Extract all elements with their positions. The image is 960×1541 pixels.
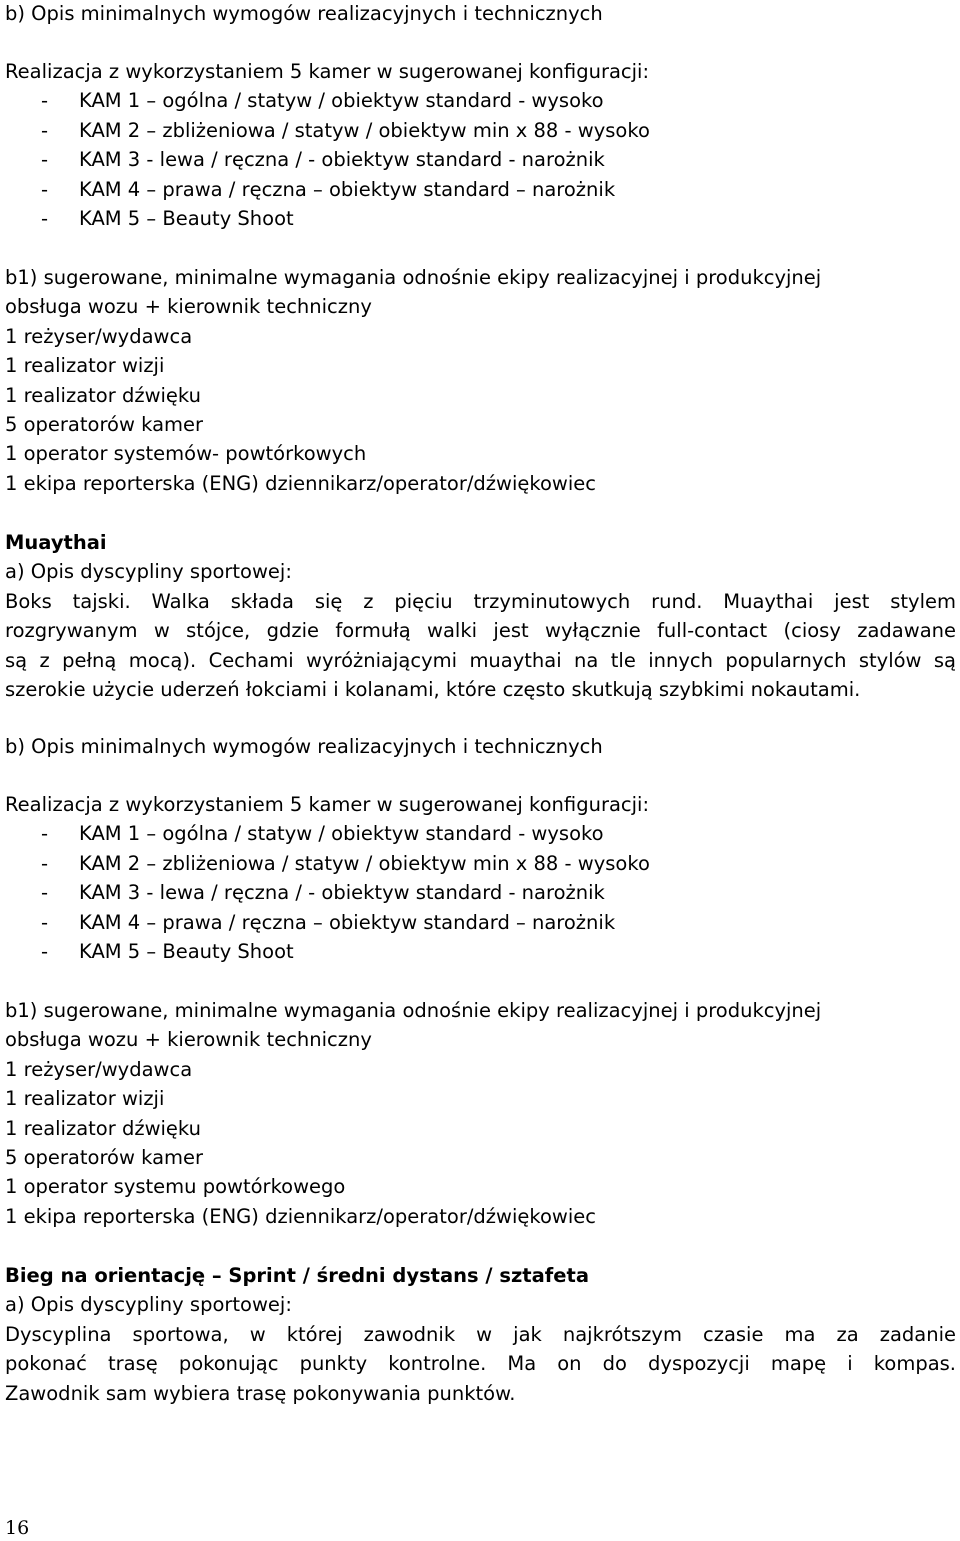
cameras-intro: Realizacja z wykorzystaniem 5 kamer w sugerowanej konfiguracji: — [5, 60, 650, 83]
dash-bullet: - — [41, 910, 49, 934]
crew-block-2 — [5, 996, 956, 1231]
crew-item: 1 realizator wizji — [5, 1087, 165, 1111]
crew-item: 1 reżyser/wydawca — [5, 324, 193, 348]
cameras-intro: Realizacja z wykorzystaniem 5 kamer w sugerowanej konfiguracji: — [5, 793, 650, 816]
list-item: - KAM 1 – ogólna / statyw / obiektyw standard - wysoko — [5, 819, 956, 848]
dash-bullet: - — [41, 148, 49, 172]
camera-list — [5, 819, 956, 966]
crew-item: 1 ekipa reporterska (ENG) dziennikarz/operator/dźwiękowiec — [5, 1204, 597, 1228]
camera-list — [5, 86, 956, 233]
discipline-subheading: a) Opis dyscypliny sportowej: — [5, 560, 292, 584]
discipline-subheading: a) Opis dyscypliny sportowej: — [5, 1293, 292, 1317]
crew-item: obsługa wozu + kierownik techniczny — [5, 295, 372, 319]
list-item: - KAM 2 – zbliżeniowa / statyw / obiektyw min x 88 - wysoko — [5, 116, 956, 145]
dash-bullet: - — [41, 89, 49, 113]
list-item: - KAM 4 – prawa / ręczna – obiektyw standard – narożnik — [5, 175, 956, 204]
list-item: - KAM 5 – Beauty Shoot — [5, 937, 956, 966]
list-item: - KAM 3 - lewa / ręczna / - obiektyw standard - narożnik — [5, 878, 956, 907]
description-line: są z pełną mocą). Cechami wyróżniającymi muaythai na tle innych popularnych stylów są — [5, 648, 956, 672]
dash-bullet: - — [41, 939, 49, 963]
discipline-title: Muaythai — [5, 531, 107, 554]
crew-item: 1 realizator dźwięku — [5, 1116, 201, 1140]
crew-item: 5 operatorów kamer — [5, 412, 204, 436]
crew-item: 1 ekipa reporterska (ENG) dziennikarz/operator/dźwiękowiec — [5, 471, 597, 495]
list-item: - KAM 1 – ogólna / statyw / obiektyw standard - wysoko — [5, 86, 956, 115]
dash-bullet: - — [41, 851, 49, 875]
section-heading-b: b) Opis minimalnych wymogów realizacyjnych i technicznych — [5, 2, 603, 25]
list-item: - KAM 3 - lewa / ręczna / - obiektyw standard - narożnik — [5, 145, 956, 174]
requirements-block-1 — [5, 0, 956, 28]
description-line: Zawodnik sam wybiera trasę pokonywania punktów. — [5, 1381, 516, 1405]
section-heading-b: b) Opis minimalnych wymogów realizacyjnych i technicznych — [5, 735, 603, 758]
crew-heading: b1) sugerowane, minimalne wymagania odnośnie ekipy realizacyjnej i produkcyjnej — [5, 266, 822, 289]
list-item: - KAM 4 – prawa / ręczna – obiektyw standard – narożnik — [5, 908, 956, 937]
orienteering-section — [5, 1261, 956, 1408]
crew-item: 1 operator systemów- powtórkowych — [5, 442, 367, 466]
list-item: - KAM 5 – Beauty Shoot — [5, 204, 956, 233]
dash-bullet: - — [41, 177, 49, 201]
dash-bullet: - — [41, 822, 49, 846]
crew-block-1 — [5, 263, 956, 498]
dash-bullet: - — [41, 881, 49, 905]
muaythai-section — [5, 528, 956, 704]
dash-bullet: - — [41, 206, 49, 230]
description-line: szerokie użycie uderzeń łokciami i kolanami, które często skutkują szybkimi nokautami. — [5, 677, 861, 701]
list-item: - KAM 2 – zbliżeniowa / statyw / obiektyw min x 88 - wysoko — [5, 849, 956, 878]
description-line: rozgrywanym w stójce, gdzie formułą walki jest wyłącznie full-contact (ciosy zadawane — [5, 619, 956, 643]
discipline-title: Bieg na orientację – Sprint / średni dystans / sztafeta — [5, 1264, 589, 1287]
crew-heading: b1) sugerowane, minimalne wymagania odnośnie ekipy realizacyjnej i produkcyjnej — [5, 999, 822, 1022]
cameras-block-2 — [5, 790, 956, 966]
description-line: Dyscyplina sportowa, w której zawodnik w jak najkrótszym czasie ma za zadanie — [5, 1322, 956, 1346]
page-number: 16 — [5, 1517, 30, 1539]
description-line: pokonać trasę pokonując punkty kontrolne. Ma on do dyspozycji mapę i kompas. — [5, 1352, 956, 1376]
cameras-block-1 — [5, 57, 956, 233]
dash-bullet: - — [41, 118, 49, 142]
crew-item: 1 reżyser/wydawca — [5, 1057, 193, 1081]
crew-item: 1 operator systemu powtórkowego — [5, 1175, 346, 1199]
crew-item: 1 realizator dźwięku — [5, 383, 201, 407]
crew-item: 1 realizator wizji — [5, 354, 165, 378]
requirements-block-2 — [5, 732, 956, 761]
crew-item: 5 operatorów kamer — [5, 1145, 204, 1169]
description-line: Boks tajski. Walka składa się z pięciu trzyminutowych rund. Muaythai jest stylem — [5, 589, 956, 613]
crew-item: obsługa wozu + kierownik techniczny — [5, 1028, 372, 1052]
